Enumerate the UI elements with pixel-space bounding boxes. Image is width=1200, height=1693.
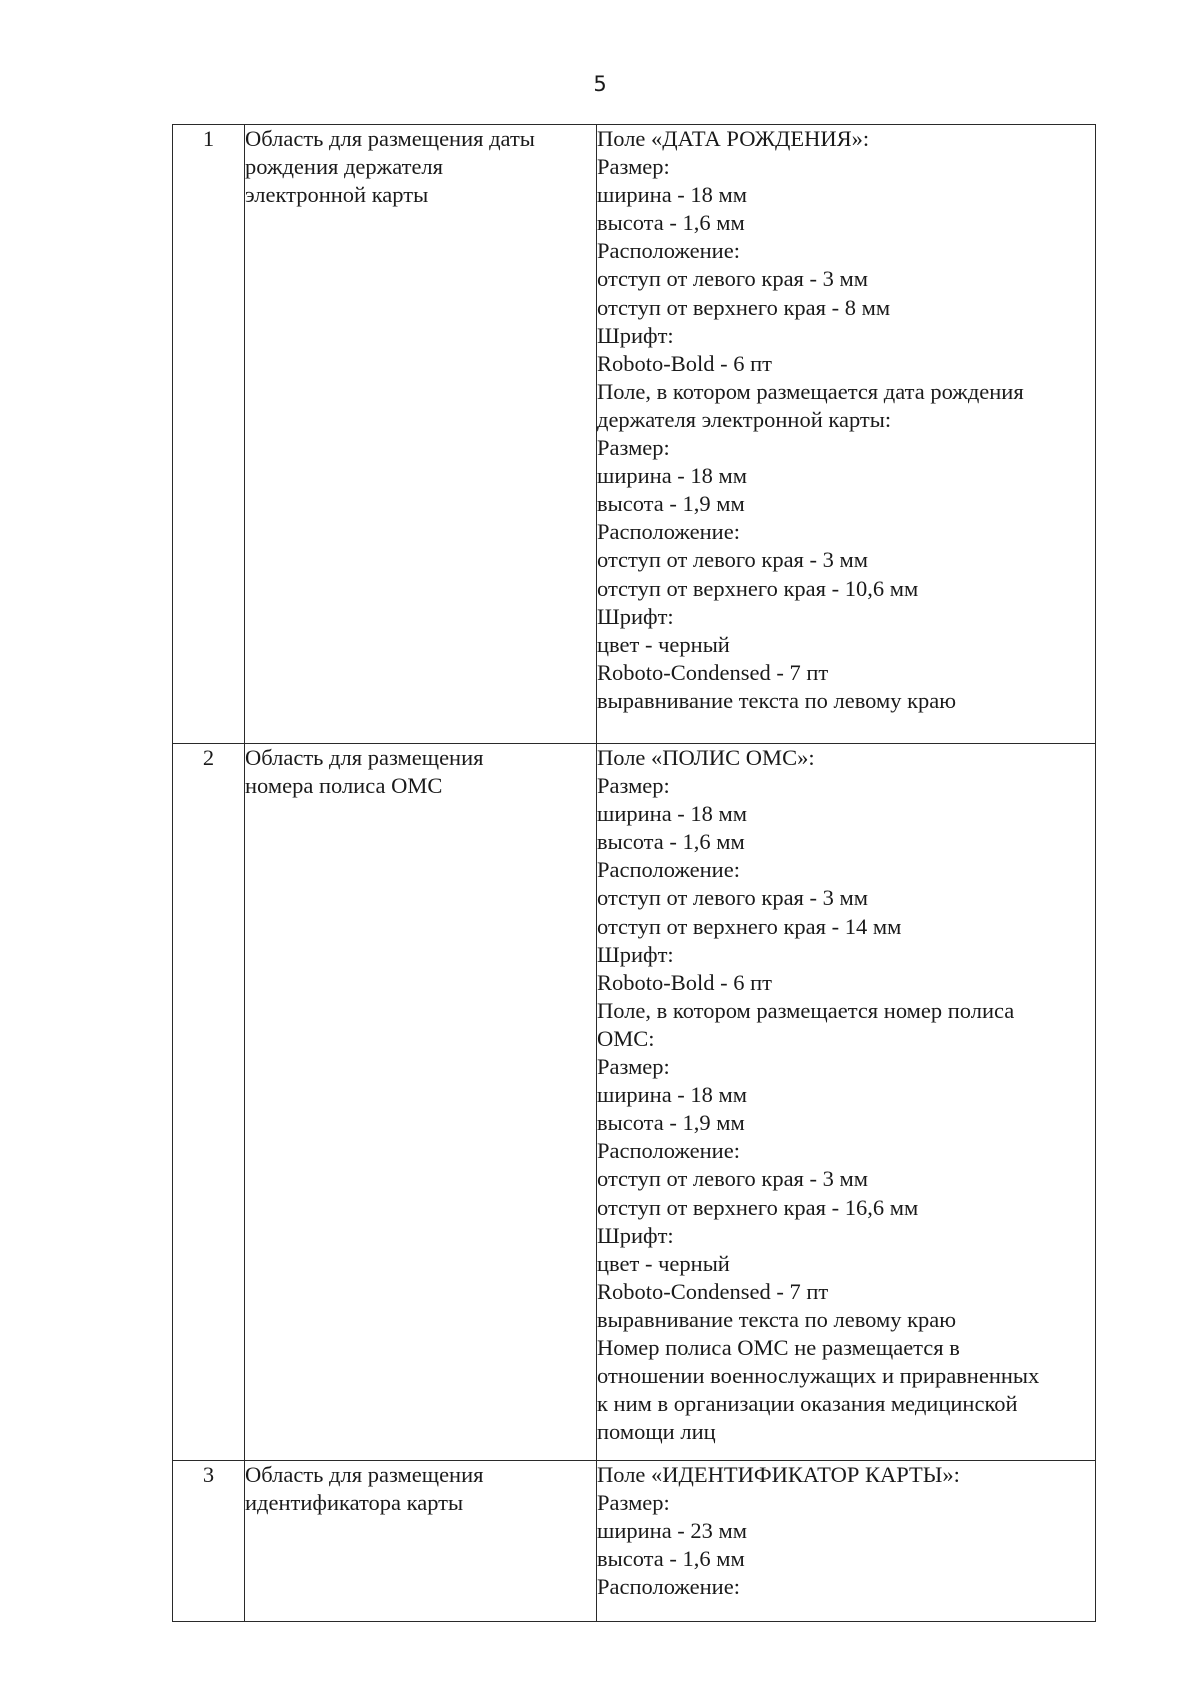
field-spec-line: отступ от верхнего края - 14 мм [597, 913, 902, 939]
field-spec-line: Поле «ИДЕНТИФИКАТОР КАРТЫ»: [597, 1462, 960, 1487]
field-spec-line: ширина - 18 мм [597, 463, 748, 489]
area-name-line: номера полиса ОМС [245, 773, 443, 799]
field-spec-line: Roboto-Condensed - 7 пт [597, 659, 829, 685]
field-spec-line: Номер полиса ОМС не размещается в [597, 1334, 960, 1360]
field-spec-line: Roboto-Bold - 6 пт [597, 969, 773, 995]
area-name-cell [245, 744, 597, 1461]
field-spec-line: Шрифт: [597, 603, 674, 629]
field-spec-line: цвет - черный [597, 1250, 730, 1276]
field-spec-line: отношении военнослужащих и приравненных [597, 1363, 1040, 1389]
field-spec-line: Roboto-Condensed - 7 пт [597, 1278, 829, 1304]
field-spec-line: отступ от левого края - 3 мм [597, 1166, 868, 1192]
field-spec-line: отступ от верхнего края - 16,6 мм [597, 1194, 919, 1220]
field-spec-line: отступ от левого края - 3 мм [597, 547, 868, 573]
field-spec-line: Поле «ДАТА РОЖДЕНИЯ»: [597, 126, 870, 151]
area-name-line: рождения держателя [245, 154, 444, 180]
field-spec-line: выравнивание текста по левому краю [597, 1306, 957, 1332]
field-spec-cell [597, 744, 1096, 1461]
field-spec-line: высота - 1,6 мм [597, 210, 745, 236]
field-spec-line: Поле «ПОЛИС ОМС»: [597, 745, 815, 770]
field-spec-line: Расположение: [597, 238, 740, 264]
field-spec-line: ширина - 18 мм [597, 801, 748, 827]
row-number-cell: 2 [173, 744, 245, 1461]
area-name-line: Область для размещения [245, 1462, 484, 1487]
field-spec-line: ширина - 18 мм [597, 1082, 748, 1108]
field-spec-line: Размер: [597, 1490, 670, 1516]
area-name-line: Область для размещения [245, 745, 484, 770]
field-spec-line: отступ от верхнего края - 8 мм [597, 294, 891, 320]
field-spec-line: Расположение: [597, 857, 740, 883]
table-row [173, 744, 1096, 1461]
field-spec-line: Размер: [597, 435, 670, 461]
field-spec-line: высота - 1,9 мм [597, 491, 745, 517]
field-spec-line: к ним в организации оказания медицинской [597, 1391, 1018, 1417]
field-spec-line: отступ от левого края - 3 мм [597, 266, 868, 292]
field-spec-line: высота - 1,9 мм [597, 1110, 745, 1136]
field-spec-line: ОМС: [597, 1025, 655, 1051]
page-number: 5 [593, 72, 607, 96]
field-spec-line: Поле, в котором размещается номер полиса [597, 997, 1015, 1023]
field-spec-line: Размер: [597, 773, 670, 799]
field-spec-line: Размер: [597, 154, 670, 180]
spec-table-body [173, 125, 1096, 1622]
field-spec-line: высота - 1,6 мм [597, 829, 745, 855]
field-spec-line: ширина - 18 мм [597, 182, 748, 208]
area-name-line: электронной карты [245, 182, 429, 208]
area-name-line: идентификатора карты [245, 1490, 464, 1516]
field-spec-line: Шрифт: [597, 322, 674, 348]
field-spec-line: Roboto-Bold - 6 пт [597, 350, 773, 376]
field-spec-line: Поле, в котором размещается дата рождения [597, 378, 1024, 404]
field-spec-line: Шрифт: [597, 941, 674, 967]
field-spec-line: отступ от левого края - 3 мм [597, 885, 868, 911]
field-spec-line: Размер: [597, 1054, 670, 1080]
field-spec-line: Шрифт: [597, 1222, 674, 1248]
field-spec-line: Расположение: [597, 1138, 740, 1164]
table-row [173, 125, 1096, 744]
field-spec-cell [597, 125, 1096, 744]
field-spec-line: Расположение: [597, 519, 740, 545]
field-spec-line: выравнивание текста по левому краю [597, 687, 957, 713]
field-spec-line: держателя электронной карты: [597, 406, 892, 432]
field-spec-line: высота - 1,6 мм [597, 1546, 745, 1572]
area-name-cell [245, 1461, 597, 1622]
field-spec-line: отступ от верхнего края - 10,6 мм [597, 575, 919, 601]
field-spec-line: помощи лиц [597, 1419, 716, 1445]
field-spec-line: цвет - черный [597, 631, 730, 657]
field-spec-line: ширина - 23 мм [597, 1518, 748, 1544]
area-name-line: Область для размещения даты [245, 126, 535, 151]
row-number-cell: 3 [173, 1461, 245, 1622]
field-spec-cell [597, 1461, 1096, 1622]
table-row [173, 1461, 1096, 1622]
card-layout-spec-table [172, 124, 1096, 1622]
area-name-cell [245, 125, 597, 744]
field-spec-line: Расположение: [597, 1574, 740, 1600]
row-number-cell: 1 [173, 125, 245, 744]
